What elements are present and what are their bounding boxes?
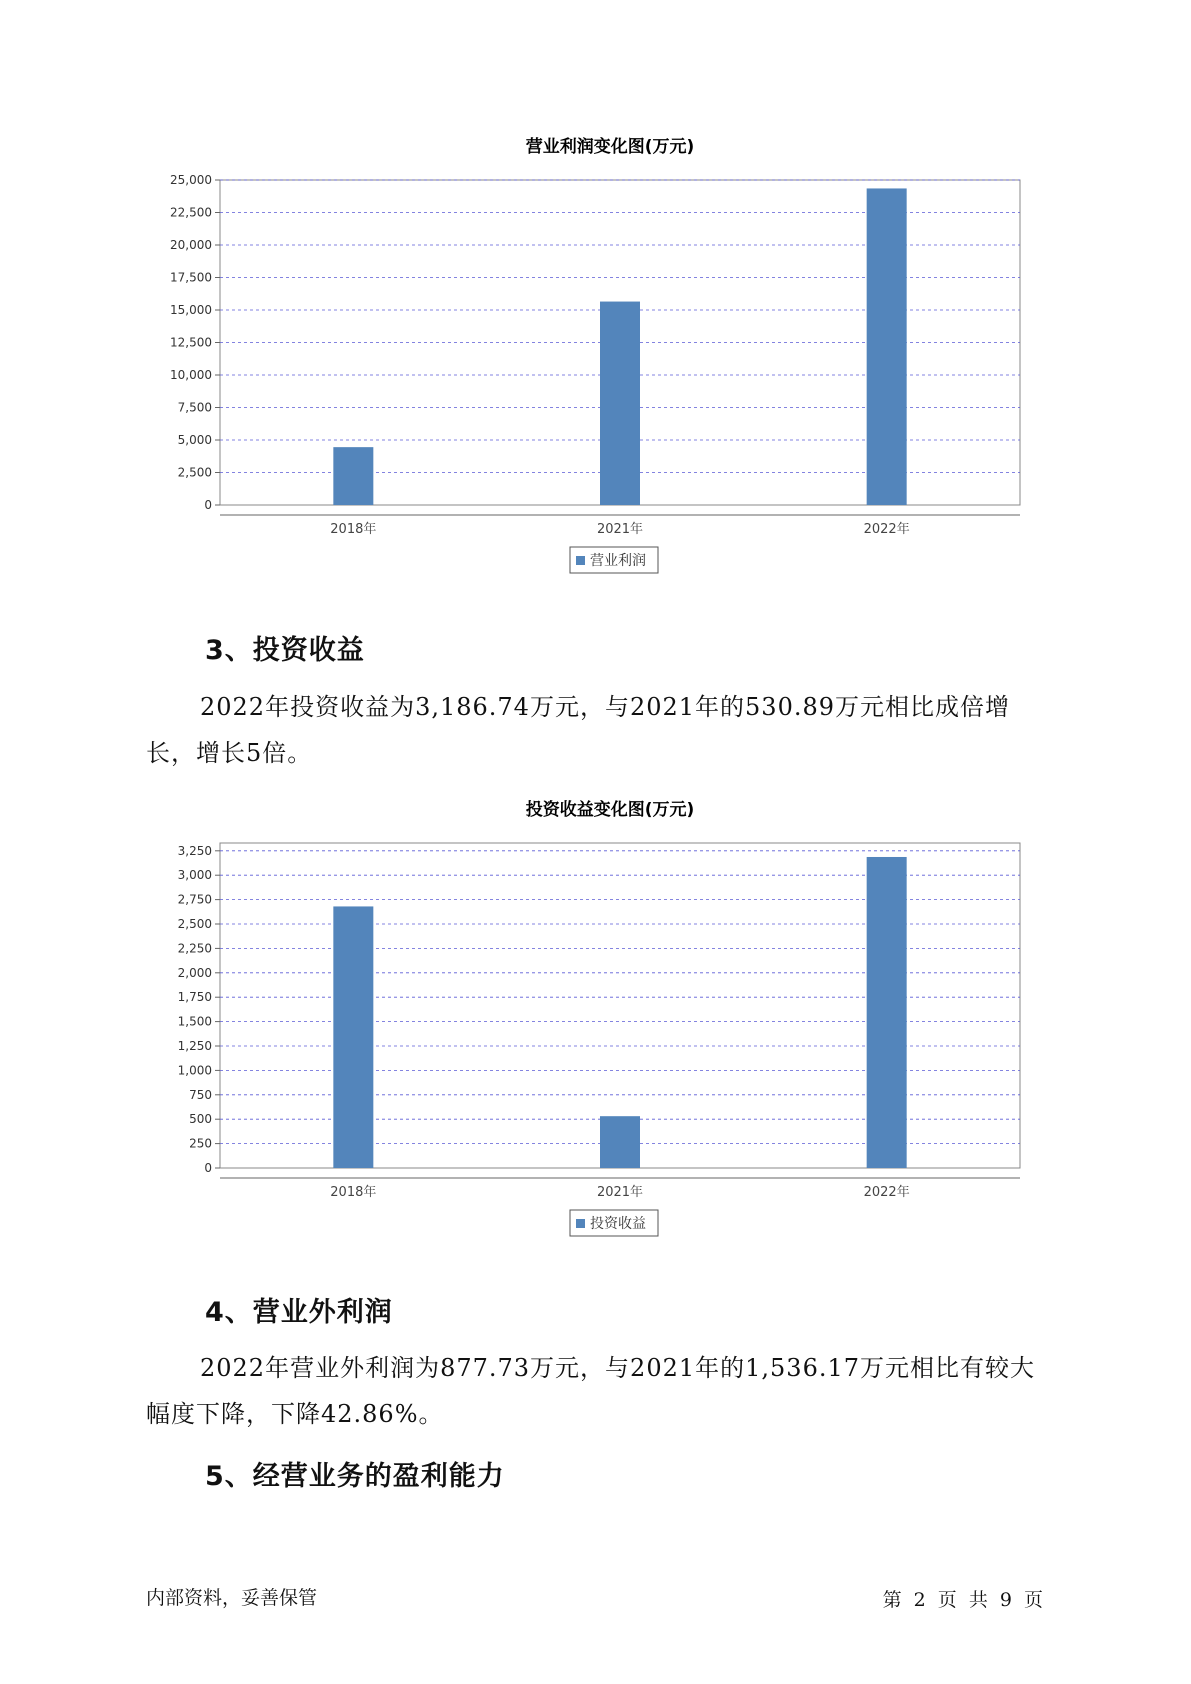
chart-title: 营业利润变化图(万元): [525, 137, 695, 157]
y-tick-label: 0: [204, 498, 212, 512]
bar: [867, 857, 907, 1168]
bar: [600, 302, 640, 505]
investment-income-chart: [150, 793, 1030, 1253]
x-tick-label: 2022年: [863, 1185, 910, 1200]
y-tick-label: 750: [189, 1087, 212, 1102]
y-tick-label: 7,500: [177, 400, 212, 415]
y-tick-label: 20,000: [170, 238, 212, 252]
y-tick-label: 1,500: [177, 1014, 212, 1029]
y-tick-label: 1,000: [177, 1063, 212, 1078]
y-tick-label: 2,500: [177, 465, 212, 480]
investment-income-chart-svg: [150, 793, 1030, 1253]
y-tick-label: 0: [204, 1161, 212, 1175]
footer-confidential-note: 内部资料，妥善保管: [146, 1587, 318, 1609]
bar: [333, 447, 373, 505]
y-tick-label: 12,500: [170, 335, 212, 350]
footer-page-number: 第 2 页 共 9 页: [882, 1589, 1043, 1611]
y-tick-label: 2,750: [177, 892, 212, 907]
y-tick-label: 3,250: [177, 843, 212, 858]
operating-profit-chart: [150, 130, 1030, 590]
y-tick-label: 3,000: [177, 868, 212, 883]
section-3-title: 3、投资收益: [205, 635, 365, 666]
legend-swatch: [576, 1219, 585, 1228]
y-tick-label: 2,000: [177, 965, 212, 980]
y-tick-label: 500: [189, 1112, 212, 1127]
legend-swatch: [576, 556, 585, 565]
section-5-title: 5、经营业务的盈利能力: [205, 1461, 505, 1492]
chart-title: 投资收益变化图(万元): [525, 800, 695, 820]
legend-label: 投资收益: [590, 1216, 646, 1232]
bar: [333, 906, 373, 1168]
y-tick-label: 1,250: [177, 1039, 212, 1054]
bar: [867, 188, 907, 505]
y-tick-label: 10,000: [170, 368, 212, 382]
section-3-text: 2022年投资收益为3,186.74万元，与2021年的530.89万元相比成倍增长，增长5倍。: [146, 693, 1011, 767]
bar: [600, 1116, 640, 1168]
x-tick-label: 2021年: [596, 522, 644, 537]
x-tick-label: 2022年: [863, 522, 910, 537]
section-4-text: 2022年营业外利润为877.73万元，与2021年的1,536.17万元相比有较大幅度下降，下降42.86%。: [146, 1354, 1036, 1428]
y-tick-label: 15,000: [170, 303, 212, 317]
y-tick-label: 2,250: [177, 941, 212, 956]
legend-label: 营业利润: [590, 553, 646, 569]
y-tick-label: 2,500: [177, 917, 212, 932]
y-tick-label: 250: [189, 1136, 212, 1151]
section-4-title: 4、营业外利润: [205, 1297, 393, 1328]
x-tick-label: 2018年: [330, 1185, 377, 1200]
y-tick-label: 25,000: [170, 173, 212, 187]
y-tick-label: 1,750: [177, 990, 212, 1005]
x-tick-label: 2018年: [330, 522, 377, 537]
operating-profit-chart-svg: [150, 130, 1030, 590]
y-tick-label: 5,000: [177, 433, 212, 447]
y-tick-label: 17,500: [170, 270, 212, 285]
x-tick-label: 2021年: [596, 1185, 644, 1200]
y-tick-label: 22,500: [170, 205, 212, 220]
